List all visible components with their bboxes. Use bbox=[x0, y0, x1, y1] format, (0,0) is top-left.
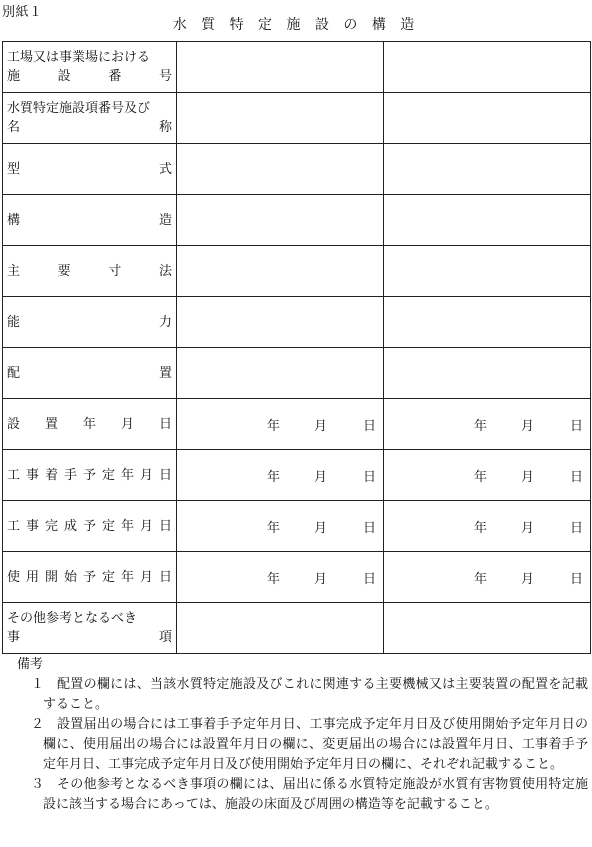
remarks-heading: 備考 bbox=[17, 657, 44, 672]
table-row-construction-complete bbox=[3, 501, 591, 552]
month-label: 月 bbox=[313, 571, 327, 587]
row-label: 能 力 bbox=[3, 297, 177, 348]
table-row-facility-number bbox=[3, 42, 591, 93]
remark-text: その他参考となるべき事項の欄には、届出に係る水質特定施設が水質有害物質使用特定施設に該当する場合にあっては、施設の床面及び周囲の構造等を記載すること。 bbox=[43, 777, 588, 812]
date-cell-1[interactable] bbox=[177, 399, 384, 450]
remark-item bbox=[0, 675, 592, 715]
row-label bbox=[3, 93, 177, 144]
year-label: 年 bbox=[473, 418, 487, 434]
row-label-line2: 施 設 番 号 bbox=[7, 69, 172, 84]
row-label: 構 造 bbox=[3, 195, 177, 246]
year-label: 年 bbox=[473, 520, 487, 536]
remark-text: 設置届出の場合には工事着手予定年月日、工事完成予定年月日及び使用開始予定年月日の欄に、使用届出の場合には設置年月日の欄に、変更届出の場合には設置年月日、工事着手予定年月日、工事完成予定年月日及び使用開始予定年月日の欄に、それぞれ記載すること。 bbox=[43, 717, 588, 772]
entry-cell-1[interactable] bbox=[177, 246, 384, 297]
day-label: 日 bbox=[362, 571, 376, 587]
structure-table bbox=[2, 41, 591, 654]
entry-cell-1[interactable] bbox=[177, 144, 384, 195]
entry-cell-1[interactable] bbox=[177, 93, 384, 144]
row-label-line1: 水質特定施設項番号及び bbox=[7, 101, 151, 116]
row-label: 主 要 寸 法 bbox=[3, 246, 177, 297]
row-label bbox=[3, 603, 177, 654]
remark-number: ２ bbox=[31, 717, 45, 732]
entry-cell-2[interactable] bbox=[384, 144, 591, 195]
date-cell-1[interactable] bbox=[177, 552, 384, 603]
row-label-line2: 名 称 bbox=[7, 120, 172, 135]
year-label: 年 bbox=[473, 469, 487, 485]
day-label: 日 bbox=[362, 418, 376, 434]
table-row-structure bbox=[3, 195, 591, 246]
date-cell-2[interactable] bbox=[384, 450, 591, 501]
day-label: 日 bbox=[362, 469, 376, 485]
date-cell-2[interactable] bbox=[384, 399, 591, 450]
entry-cell-1[interactable] bbox=[177, 603, 384, 654]
entry-cell-2[interactable] bbox=[384, 297, 591, 348]
entry-cell-1[interactable] bbox=[177, 195, 384, 246]
row-label: 配 置 bbox=[3, 348, 177, 399]
month-label: 月 bbox=[313, 469, 327, 485]
row-label: 設 置 年 月 日 bbox=[3, 399, 177, 450]
row-label: 工事着手予定年月日 bbox=[3, 450, 177, 501]
remark-text: 配置の欄には、当該水質特定施設及びこれに関連する主要機械又は主要装置の配置を記載すること。 bbox=[43, 677, 588, 712]
year-label: 年 bbox=[266, 571, 280, 587]
row-label-line1: その他参考となるべき bbox=[7, 611, 138, 626]
table-row-other-notes bbox=[3, 603, 591, 654]
table-row-installation-date bbox=[3, 399, 591, 450]
remark-item bbox=[0, 715, 592, 775]
month-label: 月 bbox=[520, 418, 534, 434]
day-label: 日 bbox=[569, 520, 583, 536]
entry-cell-2[interactable] bbox=[384, 603, 591, 654]
day-label: 日 bbox=[569, 418, 583, 434]
month-label: 月 bbox=[313, 418, 327, 434]
row-label-line1: 工場又は事業場における bbox=[7, 50, 151, 65]
month-label: 月 bbox=[520, 571, 534, 587]
entry-cell-1[interactable] bbox=[177, 297, 384, 348]
row-label: 工事完成予定年月日 bbox=[3, 501, 177, 552]
year-label: 年 bbox=[266, 418, 280, 434]
entry-cell-2[interactable] bbox=[384, 246, 591, 297]
month-label: 月 bbox=[520, 520, 534, 536]
table-row-construction-start bbox=[3, 450, 591, 501]
remark-number: ３ bbox=[31, 777, 45, 792]
date-cell-1[interactable] bbox=[177, 450, 384, 501]
year-label: 年 bbox=[473, 571, 487, 587]
table-row-use-start bbox=[3, 552, 591, 603]
page-title: 水 質 特 定 施 設 の 構 造 bbox=[172, 17, 420, 33]
table-row-type bbox=[3, 144, 591, 195]
table-row-layout bbox=[3, 348, 591, 399]
remarks-section bbox=[0, 655, 592, 815]
day-label: 日 bbox=[362, 520, 376, 536]
row-label bbox=[3, 42, 177, 93]
row-label: 型 式 bbox=[3, 144, 177, 195]
table-row-dimensions bbox=[3, 246, 591, 297]
entry-cell-2[interactable] bbox=[384, 93, 591, 144]
date-cell-2[interactable] bbox=[384, 501, 591, 552]
remark-number: １ bbox=[31, 677, 45, 692]
table-row-capacity bbox=[3, 297, 591, 348]
date-cell-2[interactable] bbox=[384, 552, 591, 603]
row-label: 使用開始予定年月日 bbox=[3, 552, 177, 603]
form-id: 別紙１ bbox=[2, 5, 43, 20]
entry-cell-1[interactable] bbox=[177, 42, 384, 93]
remark-item bbox=[0, 775, 592, 815]
day-label: 日 bbox=[569, 571, 583, 587]
month-label: 月 bbox=[520, 469, 534, 485]
month-label: 月 bbox=[313, 520, 327, 536]
entry-cell-2[interactable] bbox=[384, 348, 591, 399]
date-cell-1[interactable] bbox=[177, 501, 384, 552]
year-label: 年 bbox=[266, 520, 280, 536]
year-label: 年 bbox=[266, 469, 280, 485]
day-label: 日 bbox=[569, 469, 583, 485]
entry-cell-2[interactable] bbox=[384, 195, 591, 246]
table-row-item-number-name bbox=[3, 93, 591, 144]
entry-cell-1[interactable] bbox=[177, 348, 384, 399]
entry-cell-2[interactable] bbox=[384, 42, 591, 93]
row-label-line2: 事 項 bbox=[7, 630, 172, 645]
